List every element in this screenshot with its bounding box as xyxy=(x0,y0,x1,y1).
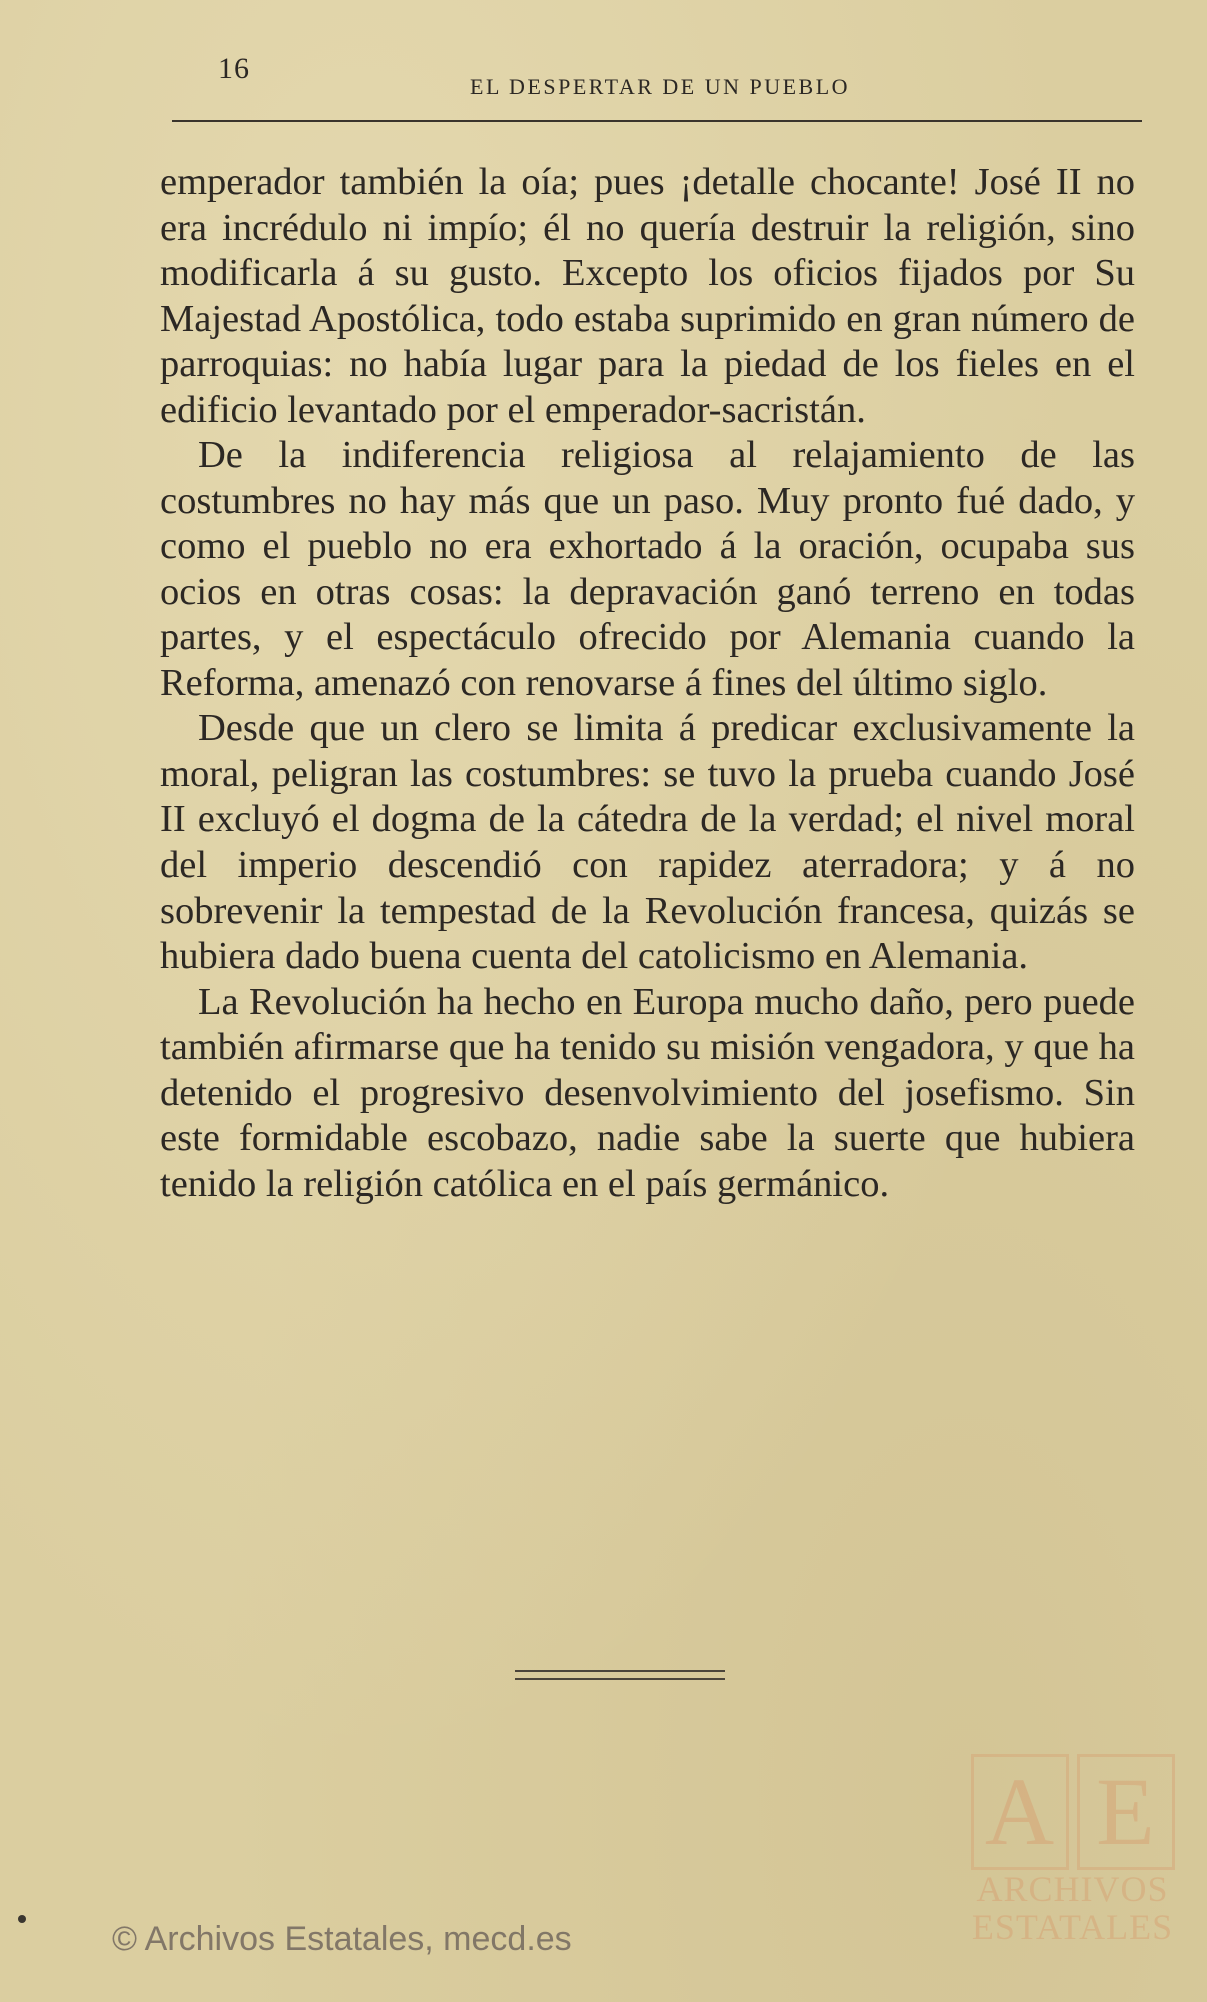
header-rule xyxy=(172,120,1142,122)
logo-letters xyxy=(955,1754,1190,1870)
page-header xyxy=(0,0,1207,140)
paragraph-1: emperador también la oía; pues ¡detalle chocante! José II no era incrédulo ni impío; él no quería destruir la religión, sino modificarla á su gusto. Excepto los oficios fijados por Su Majestad Apostólica, todo estaba suprimido en gran número de parroquias: no había lugar para la piedad de los fieles en el edificio levantado por el emperador-sacristán. xyxy=(160,161,1135,431)
paragraph-2: De la indiferencia religiosa al relajamiento de las costumbres no hay más que un paso. Muy pronto fué dado, y como el pueblo no era exhortado á la oración, ocupaba sus ocios en otras cosas: la depravación ganó terreno en todas partes, y el espectáculo ofrecido por Alemania cuando la Reforma, amenazó con renovarse á fines del último siglo. xyxy=(160,434,1135,704)
paragraph-4: La Revolución ha hecho en Europa mucho daño, pero puede también afirmarse que ha tenido su misión vengadora, y que ha detenido el progresivo desenvolvimiento del josefismo. Sin este formidable escobazo, nadie sabe la suerte que hubiera tenido la religión católica en el país germánico. xyxy=(160,980,1135,1205)
end-of-chapter-rule xyxy=(515,1670,725,1680)
logo-letter-a: A xyxy=(971,1754,1069,1870)
logo-caption-line-2: ESTATALES xyxy=(971,1907,1174,1947)
running-title: EL DESPERTAR DE UN PUEBLO xyxy=(470,74,851,99)
ink-speck xyxy=(18,1915,26,1923)
logo-caption-line-1: ARCHIVOS xyxy=(976,1869,1169,1909)
archivos-estatales-logo xyxy=(955,1732,1190,1972)
logo-letter-e: E xyxy=(1077,1754,1175,1870)
body-text xyxy=(160,160,1135,1207)
page-number: 16 xyxy=(218,52,250,85)
paragraph-3: Desde que un clero se limita á predicar exclusivamente la moral, peligran las costumbres: se tuvo la prueba cuando José II excluyó el dogma de la cátedra de la verdad; el nivel moral del imperio descendió con rapidez aterradora; y á no sobrevenir la tempestad de la Revolución francesa, quizás se hubiera dado buena cuenta del catolicismo en Alemania. xyxy=(160,707,1135,978)
copyright-notice: © Archivos Estatales, mecd.es xyxy=(112,1920,572,1958)
